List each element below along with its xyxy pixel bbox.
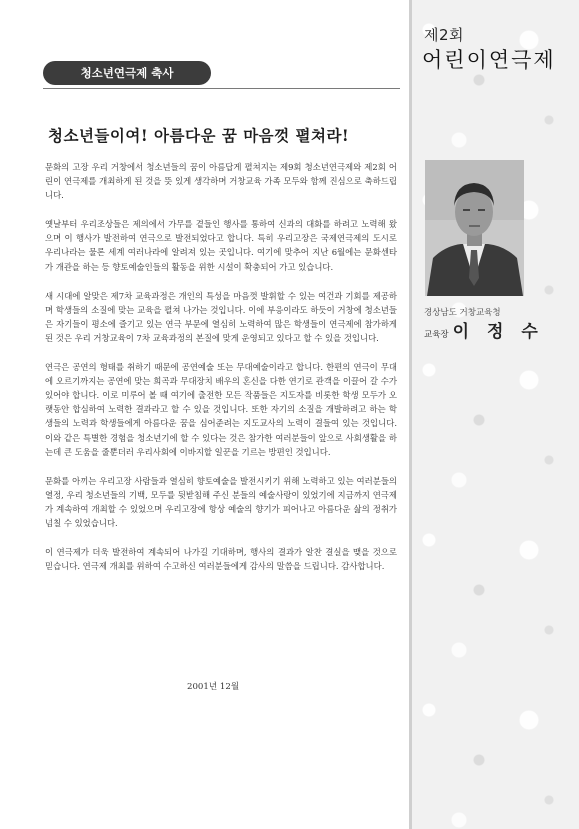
paragraph: 문화를 아끼는 우리고장 사람들과 열심히 향토예술을 발전시키기 위해 노력하고 있는 여러분들의 열정, 우리 청소년들의 기백, 모두를 뒷받침해 주신 분들의 예술사랑이 있었기에 지금까지 연극제가 계속하여 개최할 수 있었으며 우리고장에 항상 예술의 향기가 피어나고 아름다운 삶의 정취가 넘칠 수 있었습니다. bbox=[45, 475, 397, 528]
paragraph: 연극은 공연의 형태를 취하기 때문에 공연예술 또는 무대예술이라고 합니다. 한편의 연극이 무대에 오르기까지는 공연에 맞는 희곡과 무대장치 배우의 혼신을 다한 연기로 관객을 이끌어 갈 수가 있어야 합니다. 이로 미루어 볼 때 여기에 출전한 모든 작품들은 지도자를 비롯한 학생 모두가 오랫동안 합심하여 노력한 결과라고 할 수 있을 것입니다. 또한 자기의 소질을 개발하려고 하는 학생들의 노력과 학생들에게 아름다운 꿈을 심어준려는 지도교사의 노력이 결들여 있는 것입니다. 이와 같은 특별한 경험을 청소년기에 할 수 있다는 것은 참가한 여러분들이 앞으로 사회생활을 하는데 큰 도움을 줄뿐더러 우리사회에 이바지할 일꾼을 기르는 방편인 것입니다. bbox=[45, 362, 398, 457]
portrait-photo bbox=[425, 160, 524, 296]
issuing-office: 경상남도 거창교육청 bbox=[424, 308, 501, 318]
body-text bbox=[45, 160, 397, 588]
paragraph: 새 시대에 알맞은 제7차 교육과정은 개인의 특성을 마음껏 발휘할 수 있는 여건과 기회를 제공하며 학생들의 소질에 맞는 교육을 펼쳐 나가는 것입니다. 이에 부응이라도 하듯이 거창에 청소년들은 자기들이 평소에 즐기고 있는 연극 부문에 열심히 노력하여 많은 학생들이 연극제에 참가하게 된 것은 우리 거창교육이 7차 교육과정의 본질에 맞게 운영되고 있다고 할 수 있을 것입니다. bbox=[45, 290, 397, 343]
festival-edition: 제2회 bbox=[424, 26, 465, 44]
header-rule bbox=[43, 88, 400, 89]
sidebar-divider bbox=[409, 0, 412, 829]
festival-title: 어린이연극제 bbox=[422, 48, 556, 72]
date: 2001년 12월 bbox=[187, 682, 240, 692]
paragraph: 문화의 고장 우리 거창에서 청소년들의 꿈이 아름답게 펼쳐지는 제9회 청소년연극제와 제2회 어린이 연극제를 개최하게 된 것을 뜻 있게 생각하며 거창교육 가족 모두와 함께 진심으로 축하드립니다. bbox=[45, 162, 397, 201]
signatory-name: 이 정 수 bbox=[452, 322, 544, 342]
paragraph: 이 연극제가 더욱 발전하여 계속되어 나가길 기대하며, 행사의 결과가 알찬 결실을 맺을 것으로 믿습니다. 연극제 개최를 위하여 수고하신 여러분들에게 감사의 말씀을 드립니다. 감사합니다. bbox=[45, 547, 397, 572]
signatory-title: 교육장 bbox=[424, 330, 449, 340]
paragraph: 옛날부터 우리조상들은 제의에서 가무를 곁들인 행사를 통하여 신과의 대화를 하려고 노력해 왔으며 이 행사가 발전하여 연극으로 발전되었다고 합니다. 특히 우리고장은 국제연극제의 도시로 우리나라는 물론 세계 여러나라에 알려져 있는 곳입니다. 여기에 맞추어 지난 6월에는 문화센타가 개관을 하는 등 향토예술인들의 활동을 위한 시설이 확충되어 가고 있습니다. bbox=[45, 219, 397, 272]
signatory bbox=[424, 317, 544, 342]
section-label: 청소년연극제 축사 bbox=[43, 61, 211, 85]
headline: 청소년들이여! 아름다운 꿈 마음껏 펼쳐라! bbox=[48, 126, 350, 145]
sidebar-background bbox=[409, 0, 579, 829]
